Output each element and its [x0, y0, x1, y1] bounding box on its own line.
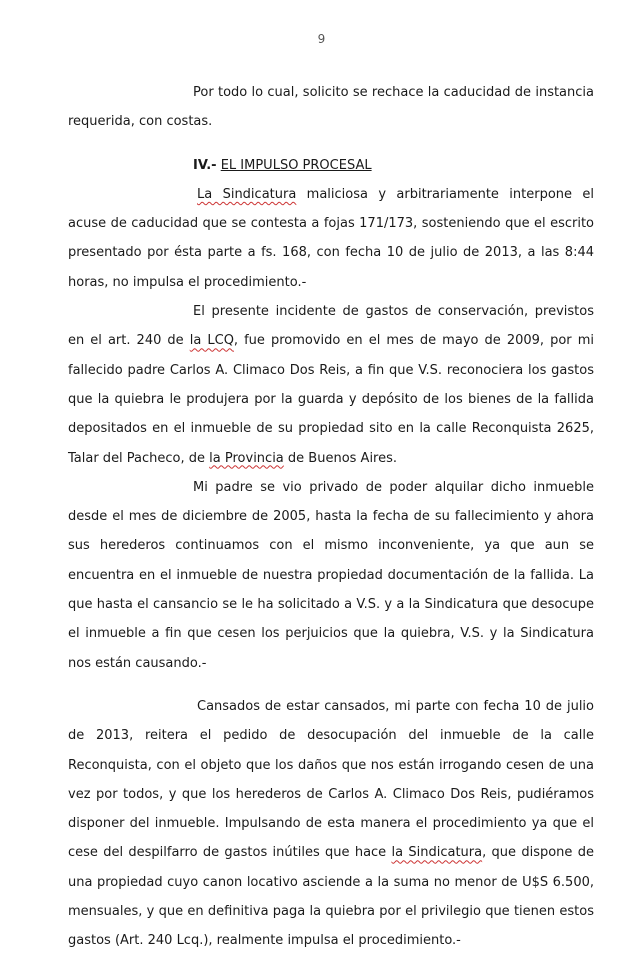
paragraph-incidente-text-a: El presente incidente de gastos de conservación, previstos en el art. 240 de	[68, 304, 594, 349]
section-heading	[68, 151, 594, 180]
paragraph-padre: Mi padre se vio privado de poder alquilar dicho inmueble desde el mes de diciembre de 2005, hasta la fecha de su fallecimiento y ahora sus herederos continuamos con el mismo inconveniente, ya que aun se encuentra en el inmueble de nuestra propiedad documentación de la fallida. La que hasta el cansancio se le ha solicitado a V.S. y a la Sindicatura que desocupe el inmueble a fin que cesen los perjuicios que la quiebra, V.S. y la Sindicatura nos están causando.-	[68, 479, 594, 671]
page-number: 9	[317, 32, 326, 46]
lcq-term: la LCQ	[189, 333, 234, 349]
paragraph-conclusion	[68, 78, 594, 137]
sindicatura-term: La Sindicatura	[197, 186, 297, 202]
provincia-term: la Provincia	[209, 450, 284, 466]
sindicatura-term-2: la Sindicatura	[391, 845, 483, 861]
paragraph-sindicatura-text: maliciosa y arbitrariamente interpone el acuse de caducidad que se contesta a fojas 171/173, sosteniendo que el escrito presentado por ésta parte a fs. 168, con fecha 10 de julio de 2013, a las 8:44 horas, no impulsa el procedimiento.-	[68, 186, 594, 290]
paragraph-cansados	[68, 692, 594, 956]
section-heading-number: IV.-	[193, 157, 217, 173]
paragraph-cansados-text-a: Cansados de estar cansados, mi parte con fecha 10 de julio de 2013, reitera el pedido de desocupación del inmueble de la calle Reconquista, con el objeto que los daños que nos están irrogando cesen de una vez por todos, y que los herederos de Carlos A. Climaco Dos Reis, pudiéramos disponer del inmueble. Impulsando de esta manera el procedimiento ya que el cese del despilfarro de gastos inútiles que hace	[68, 698, 594, 861]
paragraph-conclusion-line2: requerida, con costas.	[68, 114, 213, 130]
section-heading-title: EL IMPULSO PROCESAL	[220, 157, 372, 173]
paragraph-incidente-text-e: de Buenos Aires.	[283, 450, 398, 466]
paragraph-incidente-text-c: , fue promovido en el mes de mayo de 2009, por mi fallecido padre Carlos A. Climaco Dos Reis, a fin que V.S. reconociera los gastos que la quiebra le produjera por la guarda y depósito de los bienes de la fallida depositados en el inmueble de su propiedad sito en la calle Reconquista 2625, Talar del Pacheco, de	[68, 333, 594, 466]
paragraph-sindicatura	[68, 180, 594, 297]
document-body	[68, 78, 594, 956]
paragraph-incidente	[68, 297, 594, 473]
paragraph-conclusion-line1: Por todo lo cual, solicito se rechace la caducidad de instancia	[193, 85, 594, 100]
paragraph-cansados-text-c: , que dispone de una propiedad cuyo canon locativo asciende a la suma no menor de U$S 6.500, mensuales, y que en definitiva paga la quiebra por el privilegio que tienen estos gastos (Art. 240 Lcq.), realmente impulsa el procedimiento.-	[68, 845, 594, 949]
